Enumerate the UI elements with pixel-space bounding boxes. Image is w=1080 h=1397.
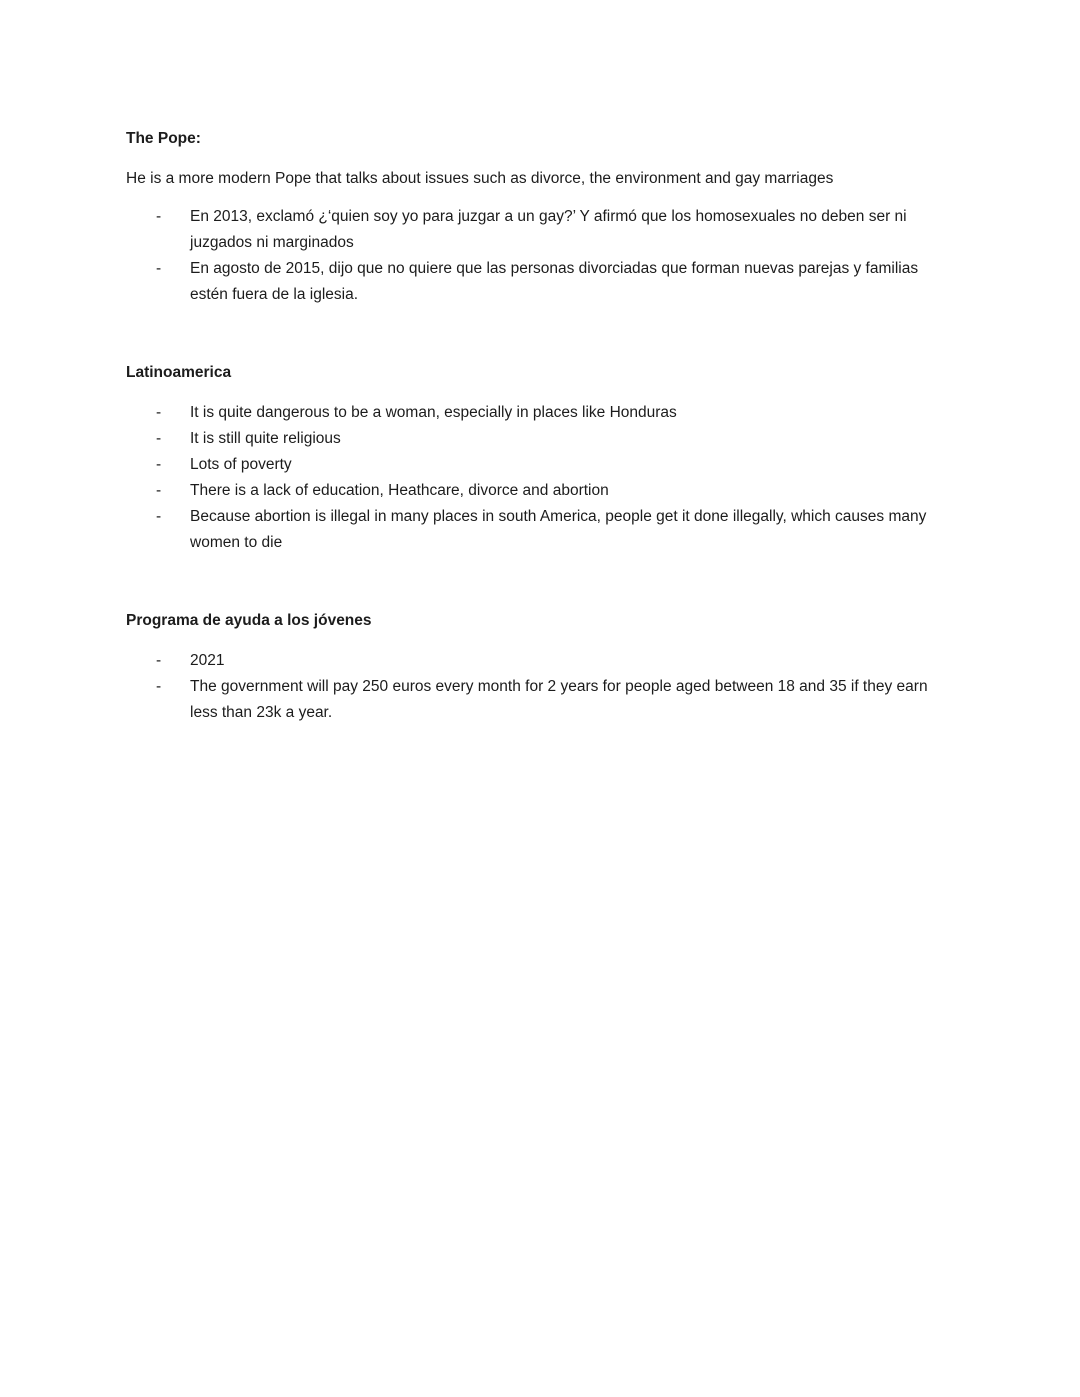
bullet-dash: -: [156, 482, 162, 499]
bullet-dash: -: [156, 404, 162, 421]
list-item: [126, 648, 954, 674]
bullet-dash: -: [156, 208, 162, 225]
section-the-pope: [126, 126, 954, 308]
section-programa-de-ayuda: [126, 608, 954, 726]
paragraph: He is a more modern Pope that talks about issues such as divorce, the environment and gay marriages: [126, 170, 834, 187]
list-item: [126, 204, 954, 256]
bullet-dash: -: [156, 652, 162, 669]
section-heading: Latinoamerica: [126, 364, 232, 381]
list-item: [126, 400, 954, 426]
bullet-dash: -: [156, 430, 162, 447]
bullet-text: There is a lack of education, Heathcare, divorce and abortion: [190, 482, 609, 499]
bullet-text: The government will pay 250 euros every month for 2 years for people aged between 18 and 35 if they earn less than 23k a year.: [190, 678, 928, 721]
bullet-dash: -: [156, 260, 162, 277]
bullet-text: It is still quite religious: [190, 430, 341, 447]
bullet-text: It is quite dangerous to be a woman, especially in places like Honduras: [190, 404, 677, 421]
list-item: [126, 478, 954, 504]
bullet-list: [126, 400, 954, 556]
list-item: [126, 504, 954, 556]
bullet-text: En agosto de 2015, dijo que no quiere que las personas divorciadas que forman nuevas parejas y familias estén fuera de la iglesia.: [190, 260, 919, 303]
list-item: [126, 426, 954, 452]
bullet-text: Because abortion is illegal in many places in south America, people get it done illegally, which causes many women to die: [190, 508, 927, 551]
bullet-list: [126, 648, 954, 726]
list-item: [126, 674, 954, 726]
section-heading: The Pope:: [126, 130, 201, 147]
list-item: [126, 256, 954, 308]
section-latinoamerica: [126, 360, 954, 556]
bullet-text: Lots of poverty: [190, 456, 292, 473]
bullet-text: 2021: [190, 652, 225, 669]
list-item: [126, 452, 954, 478]
bullet-list: [126, 204, 954, 308]
bullet-dash: -: [156, 508, 162, 525]
bullet-text: En 2013, exclamó ¿‘quien soy yo para juzgar a un gay?’ Y afirmó que los homosexuales no deben ser ni juzgados ni marginados: [190, 208, 907, 251]
bullet-dash: -: [156, 456, 162, 473]
bullet-dash: -: [156, 678, 162, 695]
section-heading: Programa de ayuda a los jóvenes: [126, 612, 372, 629]
